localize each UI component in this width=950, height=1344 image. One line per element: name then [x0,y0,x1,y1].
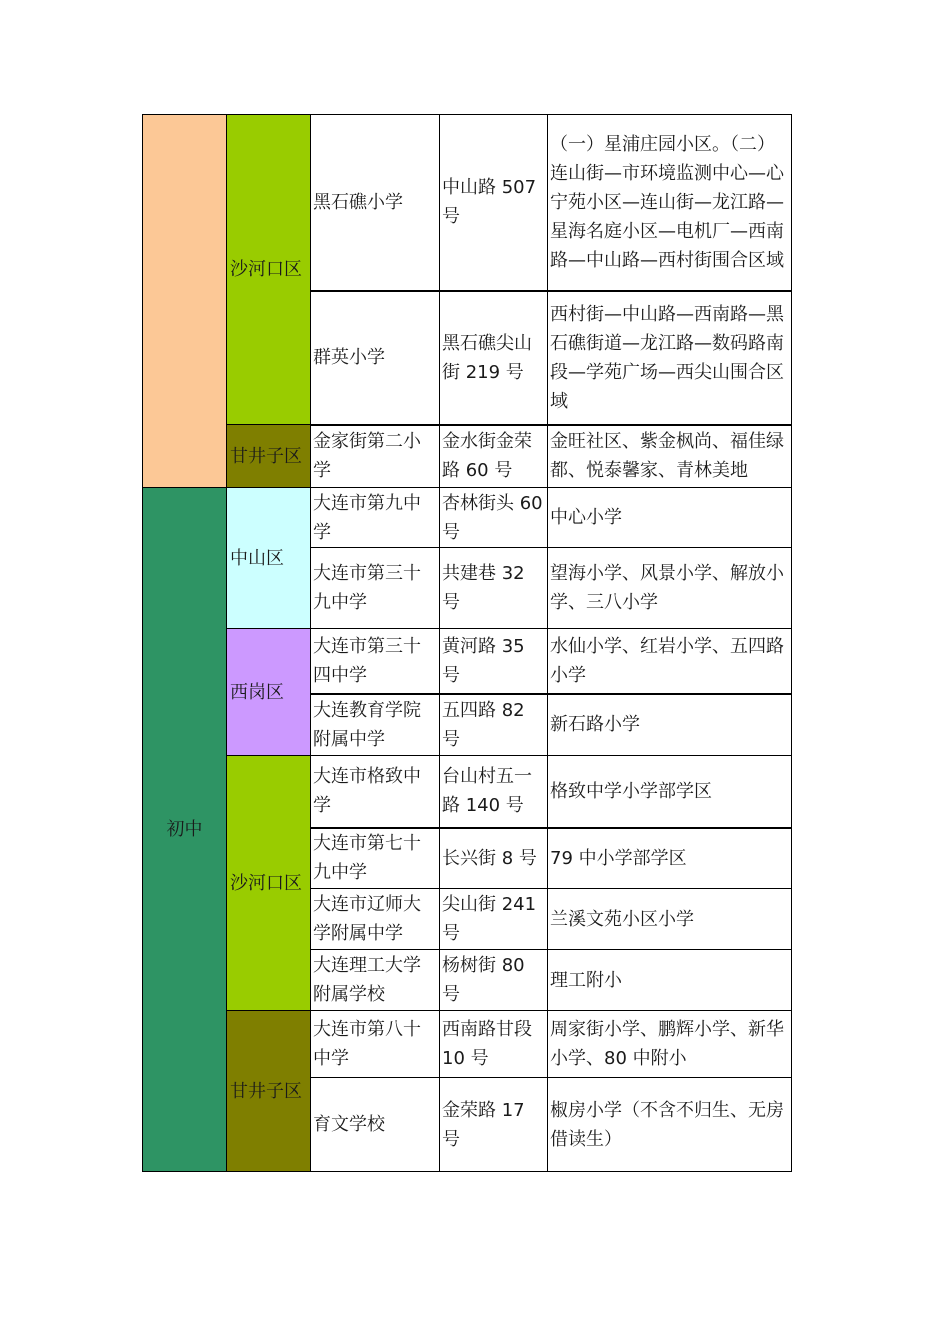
school-name-cell: 大连理工大学附属学校 [311,950,440,1011]
school-name-cell: 金家街第二小学 [311,425,440,488]
address-cell: 长兴街 8 号 [440,828,548,889]
school-name-cell: 育文学校 [311,1078,440,1172]
school-name-cell: 黑石礁小学 [311,115,440,291]
address-cell: 西南路甘段 10 号 [440,1011,548,1078]
address-cell: 共建巷 32 号 [440,548,548,629]
address-cell: 金水街金荣路 60 号 [440,425,548,488]
enrollment-area-cell: 周家街小学、鹏辉小学、新华小学、80 中附小 [548,1011,792,1078]
table-row [143,1011,792,1078]
address-cell: 杏林街头 60 号 [440,488,548,548]
district-cell: 沙河口区 [227,115,311,425]
address-cell: 黑石礁尖山街 219 号 [440,291,548,425]
enrollment-area-cell: 新石路小学 [548,694,792,756]
enrollment-area-cell: （一）星浦庄园小区。（二）连山街—市环境监测中心—心宁苑小区—连山街—龙江路—星海名庭小区—电机厂—西南路—中山路—西村街围合区域 [548,115,792,291]
school-name-cell: 大连市格致中学 [311,756,440,828]
table-row [143,425,792,488]
district-cell: 甘井子区 [227,425,311,488]
district-cell: 中山区 [227,488,311,629]
school-name-cell: 大连市第七十九中学 [311,828,440,889]
table-body [143,115,792,1172]
school-name-cell: 大连市第八十中学 [311,1011,440,1078]
level-cell: 初中 [143,488,227,1172]
school-name-cell: 大连市第九中学 [311,488,440,548]
school-name-cell: 群英小学 [311,291,440,425]
enrollment-area-cell: 格致中学小学部学区 [548,756,792,828]
table-row [143,756,792,828]
enrollment-area-cell: 理工附小 [548,950,792,1011]
enrollment-area-cell: 椒房小学（不含不归生、无房借读生） [548,1078,792,1172]
enrollment-area-cell: 中心小学 [548,488,792,548]
enrollment-area-cell: 79 中小学部学区 [548,828,792,889]
table-row [143,488,792,548]
address-cell: 中山路 507 号 [440,115,548,291]
school-district-table [142,114,792,1172]
school-name-cell: 大连教育学院附属中学 [311,694,440,756]
table-row [143,629,792,694]
enrollment-area-cell: 西村街—中山路—西南路—黑石礁街道—龙江路—数码路南段—学苑广场—西尖山围合区域 [548,291,792,425]
enrollment-area-cell: 水仙小学、红岩小学、五四路小学 [548,629,792,694]
table-row [143,115,792,291]
district-cell: 沙河口区 [227,756,311,1011]
address-cell: 五四路 82 号 [440,694,548,756]
school-name-cell: 大连市辽师大学附属中学 [311,889,440,950]
enrollment-area-cell: 望海小学、风景小学、解放小学、三八小学 [548,548,792,629]
level-cell [143,115,227,488]
address-cell: 尖山街 241 号 [440,889,548,950]
address-cell: 杨树街 80 号 [440,950,548,1011]
school-name-cell: 大连市第三十九中学 [311,548,440,629]
address-cell: 台山村五一路 140 号 [440,756,548,828]
enrollment-area-cell: 金旺社区、紫金枫尚、福佳绿都、悦泰馨家、青林美地 [548,425,792,488]
district-cell: 西岗区 [227,629,311,756]
address-cell: 黄河路 35 号 [440,629,548,694]
school-name-cell: 大连市第三十四中学 [311,629,440,694]
address-cell: 金荣路 17 号 [440,1078,548,1172]
enrollment-area-cell: 兰溪文苑小区小学 [548,889,792,950]
district-cell: 甘井子区 [227,1011,311,1172]
